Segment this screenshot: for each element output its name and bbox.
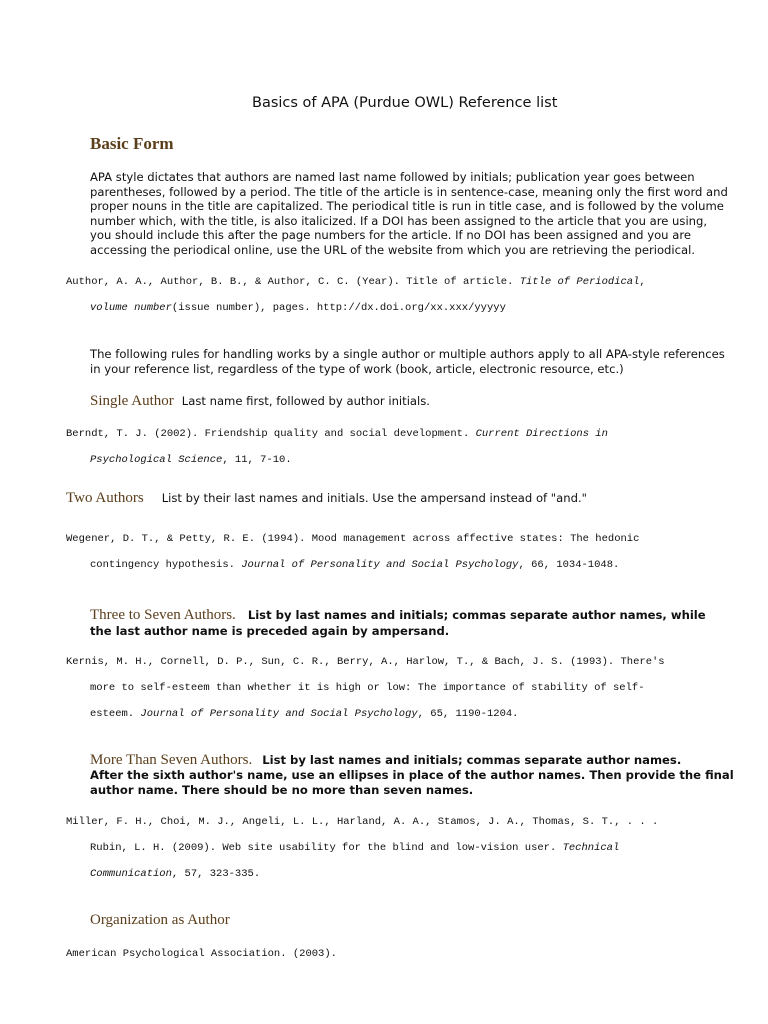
three-to-seven-note-line-2: the last author name is preceded again by ampersand. <box>90 624 450 638</box>
basic-form-paragraph <box>90 170 728 258</box>
three-to-seven-reference-line-1: Kernis, M. H., Cornell, D. P., Sun, C. R., Berry, A., Harlow, T., & Bach, J. S. (1993). There's <box>66 656 665 668</box>
three-to-seven-reference-line-2: more to self-esteem than whether it is high or low: The importance of stability of self- <box>90 682 645 694</box>
basic-form-reference-line-2: volume number(issue number), pages. http://dx.doi.org/xx.xxx/yyyyy <box>90 302 506 314</box>
basic-form-reference-line-1: Author, A. A., Author, B. B., & Author, C. C. (Year). Title of article. Title of Periodical, <box>66 276 646 288</box>
paragraph-line: you should include this after the page numbers for the article. If no DOI has been assigned and you are <box>90 228 691 243</box>
three-to-seven-heading: Three to Seven Authors. <box>90 607 236 623</box>
paragraph-line: accessing the periodical online, use the URL of the website from which you are retrieving the periodical. <box>90 242 696 257</box>
three-to-seven-reference-line-3: esteem. Journal of Personality and Social Psychology, 65, 1190-1204. <box>90 708 519 720</box>
paragraph-line: parentheses, followed by a period. The title of the article is in sentence-case, meaning only the first word and <box>90 184 728 199</box>
paragraph-line: The following rules for handling works by a single author or multiple authors apply to all APA-style references <box>90 347 725 361</box>
paragraph-line: in your reference list, regardless of the type of work (book, article, electronic resource, etc.) <box>90 361 624 376</box>
page-title: Basics of APA (Purdue OWL) Reference list <box>252 95 558 111</box>
more-than-seven-heading: More Than Seven Authors. <box>90 752 253 768</box>
three-to-seven-note-line-1: List by last names and initials; commas separate author names, while <box>247 608 706 622</box>
paragraph-line: proper nouns in the title are capitalized. The periodical title is run in title case, and is followed by the volume <box>90 199 724 214</box>
two-authors-heading: Two Authors <box>66 490 144 506</box>
more-than-seven-reference-line-2: Rubin, L. H. (2009). Web site usability for the blind and low-vision user. Technical <box>90 842 620 854</box>
two-authors-reference-line-2: contingency hypothesis. Journal of Personality and Social Psychology, 66, 1034-1048. <box>90 559 620 571</box>
more-than-seven-note-line-2: After the sixth author's name, use an ellipses in place of the author names. Then provide the final <box>90 768 734 782</box>
single-author-reference-line-2: Psychological Science, 11, 7-10. <box>90 454 292 466</box>
organization-heading: Organization as Author <box>90 912 230 928</box>
two-authors-section <box>66 489 587 507</box>
single-author-reference-line-1: Berndt, T. J. (2002). Friendship quality and social development. Current Directions in <box>66 428 608 440</box>
organization-reference-line-1: American Psychological Association. (2003). <box>66 948 337 960</box>
rules-paragraph <box>90 347 725 376</box>
more-than-seven-note-line-3: author name. There should be no more than seven names. <box>90 783 474 797</box>
single-author-section <box>90 392 430 410</box>
two-authors-note: List by their last names and initials. Use the ampersand instead of "and." <box>161 491 587 505</box>
paragraph-line: number which, with the title, is also italicized. If a DOI has been assigned to the article that you are using, <box>90 213 708 228</box>
single-author-note: Last name first, followed by author initials. <box>181 394 430 408</box>
more-than-seven-reference-line-1: Miller, F. H., Choi, M. J., Angeli, L. L., Harland, A. A., Stamos, J. A., Thomas, S. T., . . . <box>66 816 659 828</box>
basic-form-heading: Basic Form <box>90 134 174 153</box>
paragraph-line: APA style dictates that authors are named last name followed by initials; publication year goes between <box>90 170 695 184</box>
two-authors-reference-line-1: Wegener, D. T., & Petty, R. E. (1994). Mood management across affective states: The hedonic <box>66 533 640 545</box>
more-than-seven-section <box>90 751 681 769</box>
three-to-seven-section <box>90 606 706 624</box>
more-than-seven-note-line-1: List by last names and initials; commas separate author names. <box>262 753 682 767</box>
single-author-heading: Single Author <box>90 393 174 409</box>
more-than-seven-reference-line-3: Communication, 57, 323-335. <box>90 868 261 880</box>
